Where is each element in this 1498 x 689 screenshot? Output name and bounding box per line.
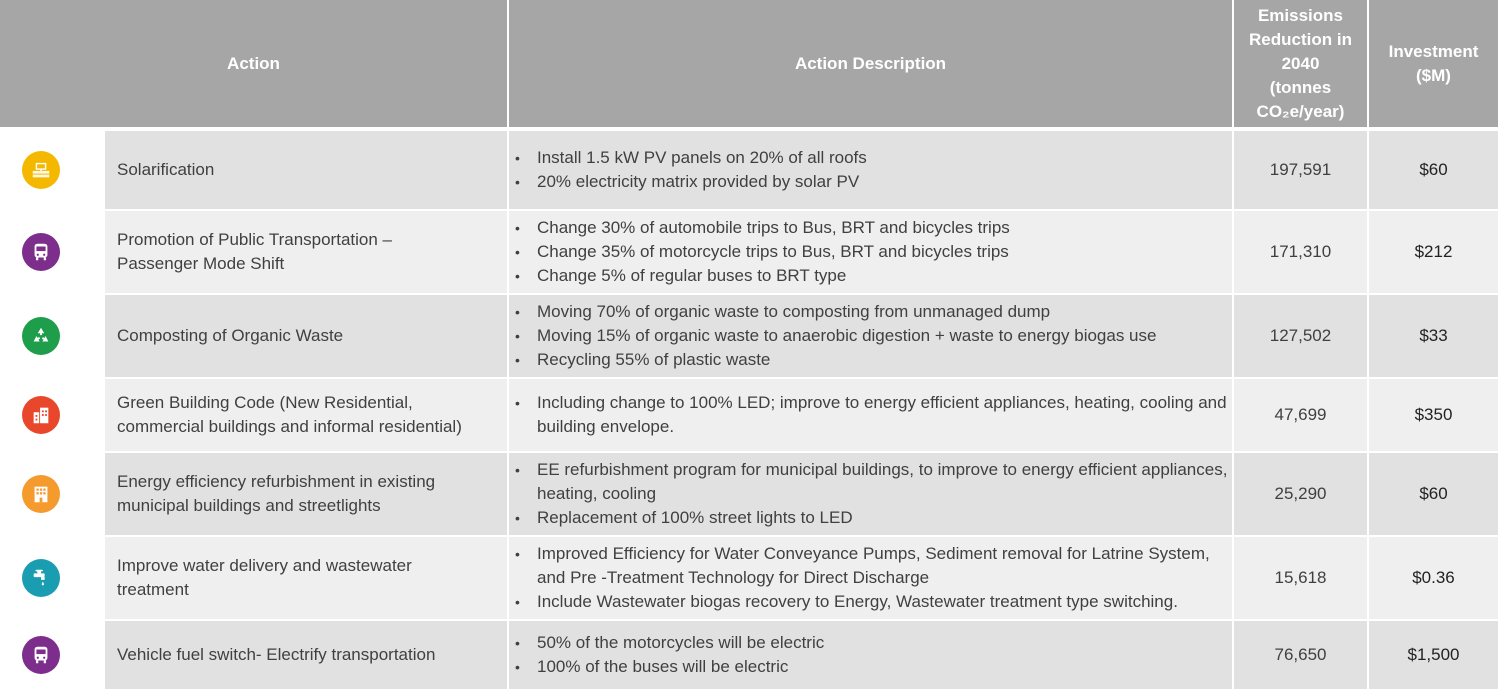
action-cell — [105, 295, 507, 377]
office-building-icon — [22, 475, 60, 513]
description-cell — [509, 211, 1232, 293]
description-cell — [509, 621, 1232, 689]
action-text: Passenger Mode Shift — [117, 254, 285, 273]
action-text: Vehicle fuel switch- Electrify transportation — [117, 645, 436, 664]
investment-cell: $0.36 — [1369, 537, 1498, 619]
action-text: Solarification — [117, 160, 215, 179]
solar-panel-icon — [22, 151, 60, 189]
emissions-cell: 47,699 — [1234, 379, 1367, 451]
table-row — [0, 295, 1498, 377]
header-investment: Investment ($M) — [1388, 41, 1479, 85]
description-bullet: • 20% electricity matrix provided by solar PV — [515, 170, 867, 194]
description-bullet: • Install 1.5 kW PV panels on 20% of all roofs — [515, 146, 867, 170]
description-bullet: • Improved Efficiency for Water Conveyance Pumps, Sediment removal for Latrine System, and Pre -Treatment Technology for Direct Discharge — [515, 542, 1232, 590]
action-cell — [105, 131, 507, 209]
emissions-cell: 171,310 — [1234, 211, 1367, 293]
action-text: Composting of Organic Waste — [117, 326, 344, 345]
action-cell — [105, 453, 507, 535]
description-bullet: • Change 35% of motorcycle trips to Bus, BRT and bicycles trips — [515, 240, 1010, 264]
action-text: municipal buildings and streetlights — [117, 496, 381, 515]
header-action: Action — [227, 53, 280, 73]
water-tap-icon — [22, 559, 60, 597]
action-text: Energy efficiency refurbishment in existing — [117, 472, 436, 491]
description-cell — [509, 453, 1232, 535]
table-header — [0, 0, 1498, 127]
bus-icon — [22, 636, 60, 674]
investment-cell: $1,500 — [1369, 621, 1498, 689]
emissions-cell: 76,650 — [1234, 621, 1367, 689]
city-buildings-icon — [22, 396, 60, 434]
description-cell — [509, 295, 1232, 377]
emissions-cell: 15,618 — [1234, 537, 1367, 619]
description-bullet: • Including change to 100% LED; improve to energy efficient appliances, heating, cooling and building envelope. — [515, 391, 1232, 439]
bus-icon — [22, 233, 60, 271]
description-bullet: • Include Wastewater biogas recovery to Energy, Wastewater treatment type switching. — [515, 590, 1232, 614]
action-text: commercial buildings and informal residential) — [117, 417, 462, 436]
action-cell — [105, 621, 507, 689]
table-row — [0, 131, 1498, 209]
investment-cell: $60 — [1369, 131, 1498, 209]
header-description: Action Description — [794, 53, 947, 73]
table-row — [0, 453, 1498, 535]
emissions-cell: 127,502 — [1234, 295, 1367, 377]
table-row — [0, 379, 1498, 451]
emissions-cell: 25,290 — [1234, 453, 1367, 535]
emissions-cell: 197,591 — [1234, 131, 1367, 209]
table-row — [0, 537, 1498, 619]
header-emissions: Emissions Reduction in 2040 (tonnes CO₂e/year) — [1249, 5, 1352, 121]
action-cell — [105, 537, 507, 619]
description-bullet: • EE refurbishment program for municipal buildings, to improve to energy efficient appliances, heating, cooling — [515, 458, 1232, 506]
description-bullet: • Replacement of 100% street lights to LED — [515, 506, 1232, 530]
investment-cell: $33 — [1369, 295, 1498, 377]
recycle-icon — [22, 317, 60, 355]
description-bullet: • 50% of the motorcycles will be electric — [515, 631, 824, 655]
investment-cell: $212 — [1369, 211, 1498, 293]
table-row — [0, 621, 1498, 689]
description-bullet: • Change 30% of automobile trips to Bus, BRT and bicycles trips — [515, 216, 1010, 240]
action-text: Improve water delivery and wastewater — [117, 556, 412, 575]
description-bullet: • Recycling 55% of plastic waste — [515, 348, 1156, 372]
description-bullet: • 100% of the buses will be electric — [515, 655, 824, 679]
description-bullet: • Moving 70% of organic waste to composting from unmanaged dump — [515, 300, 1156, 324]
action-cell — [105, 379, 507, 451]
action-text: treatment — [117, 580, 189, 599]
investment-cell: $350 — [1369, 379, 1498, 451]
action-text: Green Building Code (New Residential, — [117, 393, 413, 412]
investment-cell: $60 — [1369, 453, 1498, 535]
action-text: Promotion of Public Transportation – — [117, 230, 392, 249]
action-cell — [105, 211, 507, 293]
description-bullet: • Moving 15% of organic waste to anaerobic digestion + waste to energy biogas use — [515, 324, 1156, 348]
description-cell — [509, 379, 1232, 451]
description-bullet: • Change 5% of regular buses to BRT type — [515, 264, 1010, 288]
table-row — [0, 211, 1498, 293]
description-cell — [509, 131, 1232, 209]
description-cell — [509, 537, 1232, 619]
